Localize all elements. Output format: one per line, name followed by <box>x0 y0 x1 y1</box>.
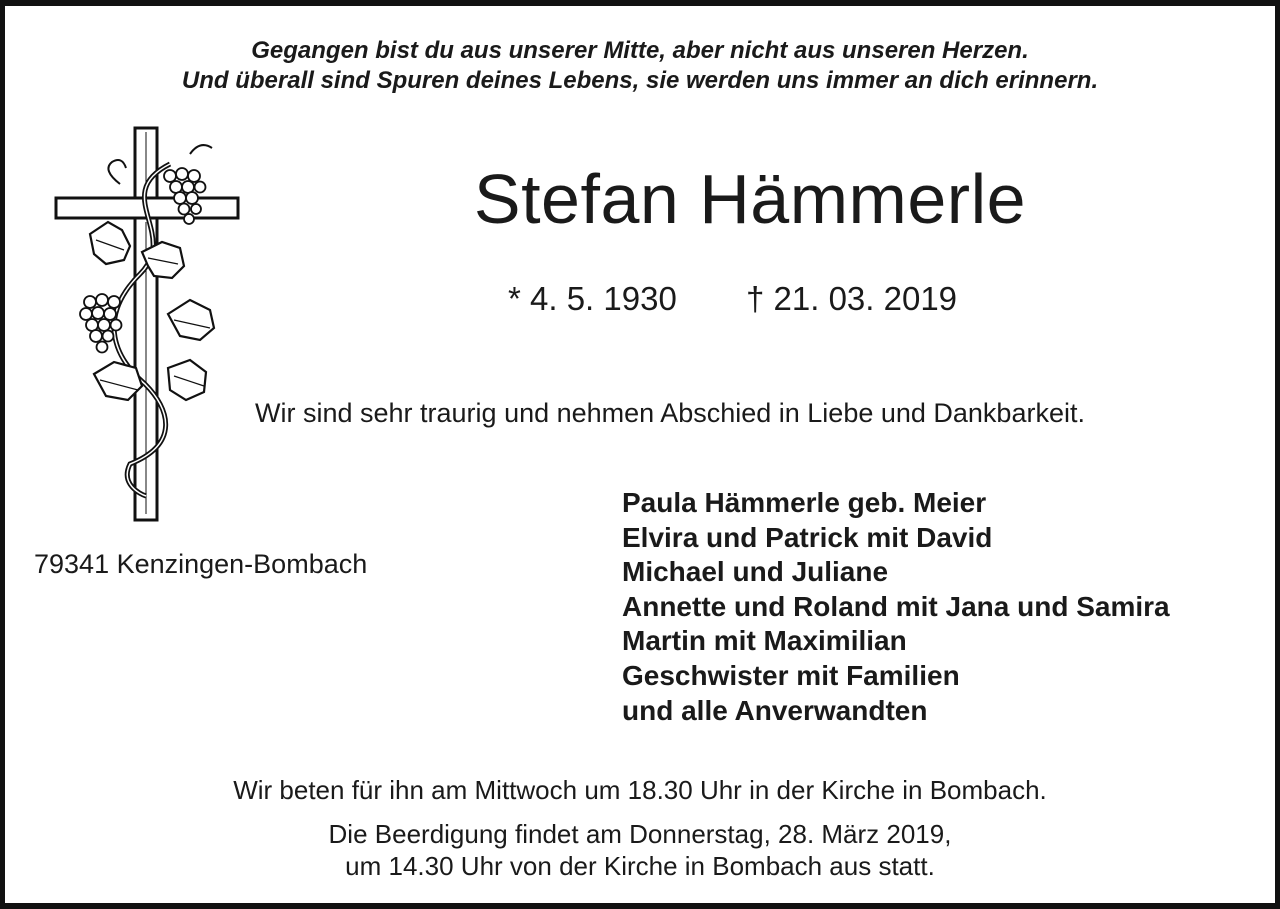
motto-line-1: Gegangen bist du aus unserer Mitte, aber nicht aus unseren Herzen. <box>251 37 1029 64</box>
prayer-service-text: Wir beten für ihn am Mittwoch um 18.30 Uhr in der Kirche in Bombach. <box>233 775 1047 805</box>
birth-date: * 4. 5. 1930 <box>508 280 677 317</box>
burial-text-line-2: um 14.30 Uhr von der Kirche in Bombach aus statt. <box>345 851 935 881</box>
death-date: † 21. 03. 2019 <box>746 280 958 317</box>
mourners-list <box>622 486 1170 728</box>
mourner-item: Geschwister mit Familien <box>622 659 960 691</box>
deceased-name: Stefan Hämmerle <box>473 160 1027 238</box>
location-text: 79341 Kenzingen-Bombach <box>34 549 368 579</box>
mourner-item: und alle Anverwandten <box>622 694 928 726</box>
motto-line-2: Und überall sind Spuren deines Lebens, sie werden uns immer an dich erinnern. <box>181 67 1099 94</box>
cross-with-grapevine-icon <box>50 124 245 524</box>
farewell-text: Wir sind sehr traurig und nehmen Abschied in Liebe und Dankbarkeit. <box>255 398 1085 428</box>
mourner-item: Annette und Roland mit Jana und Samira <box>622 590 1170 622</box>
mourner-item: Martin mit Maximilian <box>622 625 907 657</box>
mourner-item: Michael und Juliane <box>622 556 889 588</box>
mourner-item: Paula Hämmerle geb. Meier <box>622 487 987 518</box>
burial-text-line-1: Die Beerdigung findet am Donnerstag, 28. März 2019, <box>328 819 952 849</box>
mourner-item: Elvira und Patrick mit David <box>622 521 993 553</box>
